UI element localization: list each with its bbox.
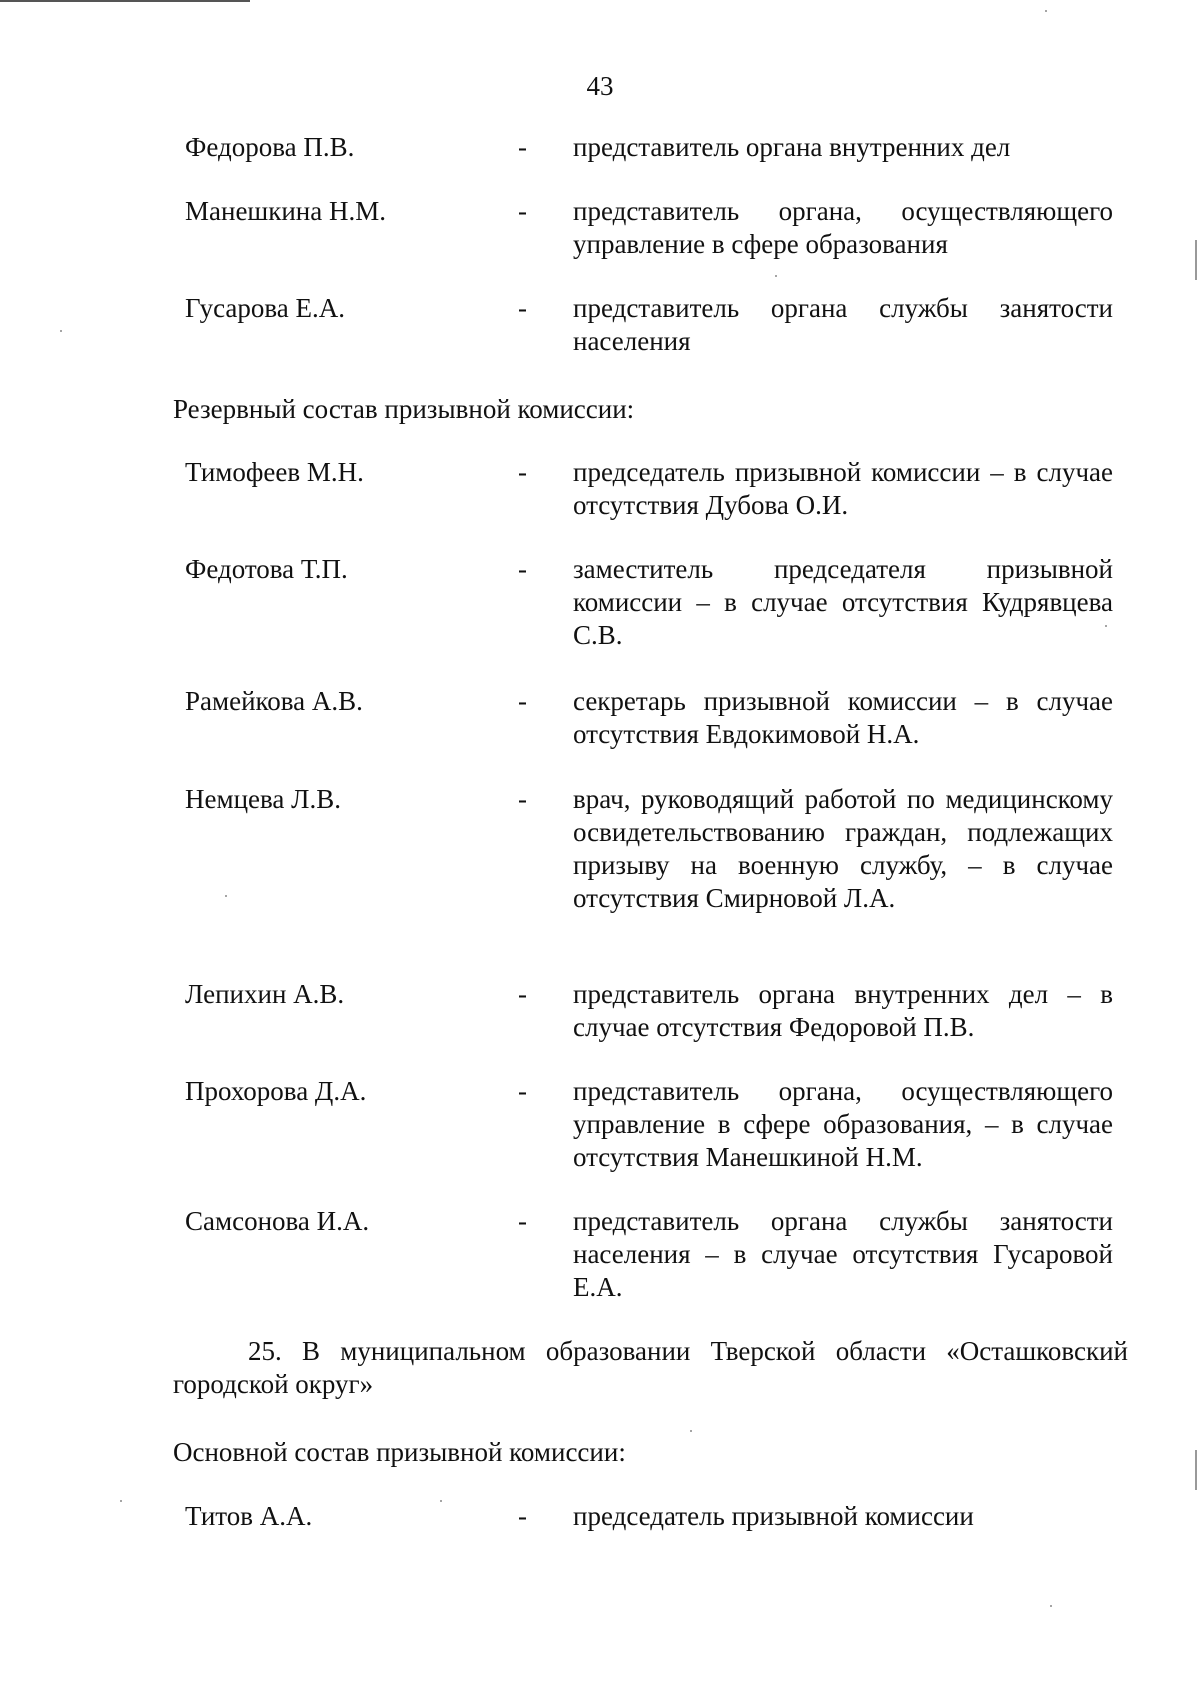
- member-dash: -: [518, 132, 527, 162]
- member-dash: -: [518, 554, 527, 584]
- member-dash: -: [518, 784, 527, 814]
- section-paragraph: 25. В муниципальном образовании Тверской области «Осташковский городской округ»: [173, 1336, 1128, 1399]
- member-name: Рамейкова А.В.: [185, 686, 363, 716]
- member-name: Федотова Т.П.: [185, 554, 348, 584]
- member-role: председатель призывной комиссии – в случае отсутствия Дубова О.И.: [573, 457, 1113, 520]
- member-dash: -: [518, 196, 527, 226]
- scan-speck: [440, 1500, 442, 1502]
- member-dash: -: [518, 1206, 527, 1236]
- member-role: секретарь призывной комиссии – в случае отсутствия Евдокимовой Н.А.: [573, 686, 1113, 749]
- member-name: Самсонова И.А.: [185, 1206, 370, 1236]
- member-name: Манешкина Н.М.: [185, 196, 386, 226]
- scan-speck: [690, 1430, 692, 1432]
- member-name: Гусарова Е.А.: [185, 293, 345, 323]
- member-dash: -: [518, 293, 527, 323]
- member-dash: -: [518, 686, 527, 716]
- main-heading: Основной состав призывной комиссии:: [173, 1437, 626, 1467]
- member-name: Лепихин А.В.: [185, 979, 345, 1009]
- member-name: Прохорова Д.А.: [185, 1076, 367, 1106]
- member-role: представитель органа внутренних дел – в случае отсутствия Федоровой П.В.: [573, 979, 1113, 1042]
- scan-speck: [1105, 625, 1107, 627]
- scan-top-line: [0, 0, 250, 2]
- member-name: Титов А.А.: [185, 1501, 313, 1531]
- member-name: Немцева Л.В.: [185, 784, 341, 814]
- member-role: врач, руководящий работой по медицинскому освидетельствованию граждан, подлежащих призыву на военную службу, – в случае отсутствия Смирновой Л.А.: [573, 784, 1113, 913]
- member-dash: -: [518, 457, 527, 487]
- member-dash: -: [518, 1076, 527, 1106]
- member-dash: -: [518, 979, 527, 1009]
- member-role: представитель органа, осуществляющего управление в сфере образования: [573, 196, 1113, 259]
- scan-speck: [120, 1500, 122, 1502]
- scan-speck: [60, 330, 62, 332]
- member-role: представитель органа службы занятости населения – в случае отсутствия Гусаровой Е.А.: [573, 1206, 1113, 1302]
- scan-speck: [1045, 10, 1047, 12]
- scan-speck: [1050, 1605, 1052, 1607]
- member-role: представитель органа службы занятости населения: [573, 293, 1113, 356]
- reserve-heading: Резервный состав призывной комиссии:: [173, 394, 635, 424]
- member-role: председатель призывной комиссии: [573, 1501, 974, 1531]
- member-role: представитель органа внутренних дел: [573, 132, 1011, 162]
- member-name: Тимофеев М.Н.: [185, 457, 364, 487]
- scan-edge-mark: [1195, 1450, 1197, 1490]
- scan-speck: [225, 895, 227, 897]
- member-dash: -: [518, 1501, 527, 1531]
- scan-speck: [775, 275, 777, 277]
- member-name: Федорова П.В.: [185, 132, 355, 162]
- member-role: представитель органа, осуществляющего управление в сфере образования, – в случае отсутствия Манешкиной Н.М.: [573, 1076, 1113, 1172]
- page-number: 43: [586, 71, 614, 101]
- scan-edge-mark: [1195, 240, 1197, 280]
- member-role: заместитель председателя призывной комиссии – в случае отсутствия Кудрявцева С.В.: [573, 554, 1113, 650]
